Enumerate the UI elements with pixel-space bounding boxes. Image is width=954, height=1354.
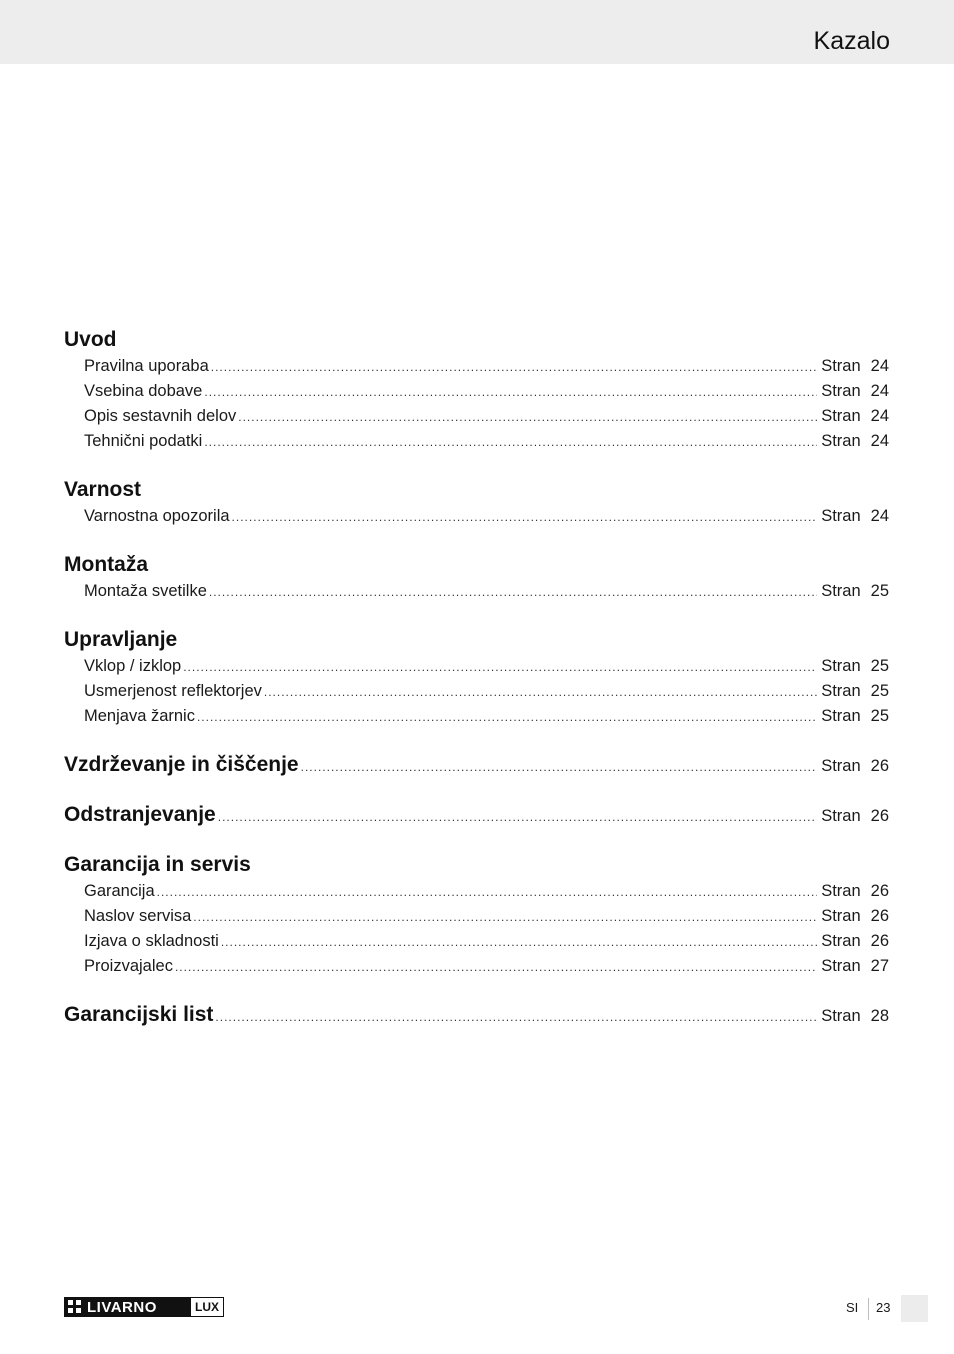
page-prefix: Stran [821,807,861,825]
toc-entry[interactable] [64,679,889,704]
dot-leader [238,405,817,430]
page-prefix: Stran [821,357,861,375]
dot-leader [204,380,817,405]
entry-label: Montaža svetilke [84,582,207,600]
spacer [64,604,889,626]
toc-entry[interactable] [64,354,889,379]
page-prefix: Stran [821,382,861,400]
dot-leader [221,930,817,955]
brand-logo-main [64,1297,190,1317]
page-number: 24 [870,382,889,400]
brand-logo [64,1297,224,1317]
toc-entry[interactable] [64,954,889,979]
spacer [64,779,889,801]
spacer [64,979,889,1001]
page-number: 26 [870,932,889,950]
dot-leader [232,505,818,530]
dot-leader [197,705,817,730]
toc-section-varnost [64,476,889,529]
footer-page-number: 23 [876,1300,891,1315]
toc-heading-entry-garancijski-list[interactable] [64,1001,889,1029]
footer-divider [868,1298,869,1320]
dot-leader [215,1003,817,1031]
toc-section-uvod [64,326,889,454]
entry-label: Menjava žarnic [84,707,195,725]
toc-entry[interactable] [64,904,889,929]
entry-label: Usmerjenost reflektorjev [84,682,262,700]
page-number: 25 [870,707,889,725]
page-number: 25 [870,657,889,675]
table-of-contents [64,326,889,1029]
brand-name: LIVARNO [87,1298,157,1316]
dot-leader [204,430,817,455]
page-number: 26 [870,807,889,825]
toc-section-garancija-in-servis [64,851,889,979]
entry-label: Garancija [84,882,155,900]
livarno-square-mark-icon [68,1300,82,1314]
page-prefix: Stran [821,682,861,700]
page-prefix: Stran [821,757,861,775]
page-number: 27 [870,957,889,975]
page-prefix: Stran [821,932,861,950]
page-prefix: Stran [821,582,861,600]
page-number: 24 [870,507,889,525]
page-prefix: Stran [821,1007,861,1025]
brand-suffix: LUX [190,1297,224,1317]
dot-leader [157,880,818,905]
footer-tab-marker [901,1295,928,1322]
page-title: Kazalo [813,27,890,55]
page-number: 24 [870,432,889,450]
dot-leader [211,355,817,380]
toc-heading-entry-odstranjevanje[interactable] [64,801,889,829]
dot-leader [218,803,817,831]
dot-leader [175,955,817,980]
section-title: Uvod [64,328,117,351]
toc-entry[interactable] [64,504,889,529]
toc-entry[interactable] [64,879,889,904]
section-title: Garancija in servis [64,853,251,876]
section-title: Odstranjevanje [64,803,216,826]
toc-entry[interactable] [64,579,889,604]
spacer [64,729,889,751]
page-prefix: Stran [821,657,861,675]
entry-label: Pravilna uporaba [84,357,209,375]
page-number: 26 [870,882,889,900]
page-number: 24 [870,407,889,425]
header-band [0,0,954,64]
section-title: Upravljanje [64,628,178,651]
page-number: 26 [870,907,889,925]
dot-leader [301,753,818,781]
entry-label: Vklop / izklop [84,657,182,675]
page-prefix: Stran [821,432,861,450]
dot-leader [193,905,817,930]
spacer [64,829,889,851]
entry-label: Izjava o skladnosti [84,932,219,950]
entry-label: Opis sestavnih delov [84,407,237,425]
page-number: 25 [870,682,889,700]
entry-label: Proizvajalec [84,957,173,975]
toc-entry[interactable] [64,404,889,429]
page-prefix: Stran [821,707,861,725]
language-code: SI [846,1300,859,1315]
page-prefix: Stran [821,507,861,525]
spacer [64,529,889,551]
toc-entry[interactable] [64,704,889,729]
page-number: 28 [870,1007,889,1025]
toc-entry[interactable] [64,929,889,954]
spacer [64,454,889,476]
toc-entry[interactable] [64,654,889,679]
toc-heading-entry-vzdrzevanje[interactable] [64,751,889,779]
entry-label: Tehnični podatki [84,432,203,450]
entry-label: Varnostna opozorila [84,507,230,525]
dot-leader [264,680,817,705]
section-title: Montaža [64,553,148,576]
toc-section-montaza [64,551,889,604]
toc-section-upravljanje [64,626,889,729]
entry-label: Vsebina dobave [84,382,203,400]
toc-entry[interactable] [64,379,889,404]
page-number: 26 [870,757,889,775]
page-prefix: Stran [821,882,861,900]
entry-label: Naslov servisa [84,907,192,925]
page-number: 24 [870,357,889,375]
section-title: Garancijski list [64,1003,214,1026]
dot-leader [209,580,817,605]
page-prefix: Stran [821,957,861,975]
toc-entry[interactable] [64,429,889,454]
page-number: 25 [870,582,889,600]
dot-leader [183,655,817,680]
section-title: Varnost [64,478,142,501]
page-prefix: Stran [821,407,861,425]
page-prefix: Stran [821,907,861,925]
section-title: Vzdrževanje in čiščenje [64,753,299,776]
